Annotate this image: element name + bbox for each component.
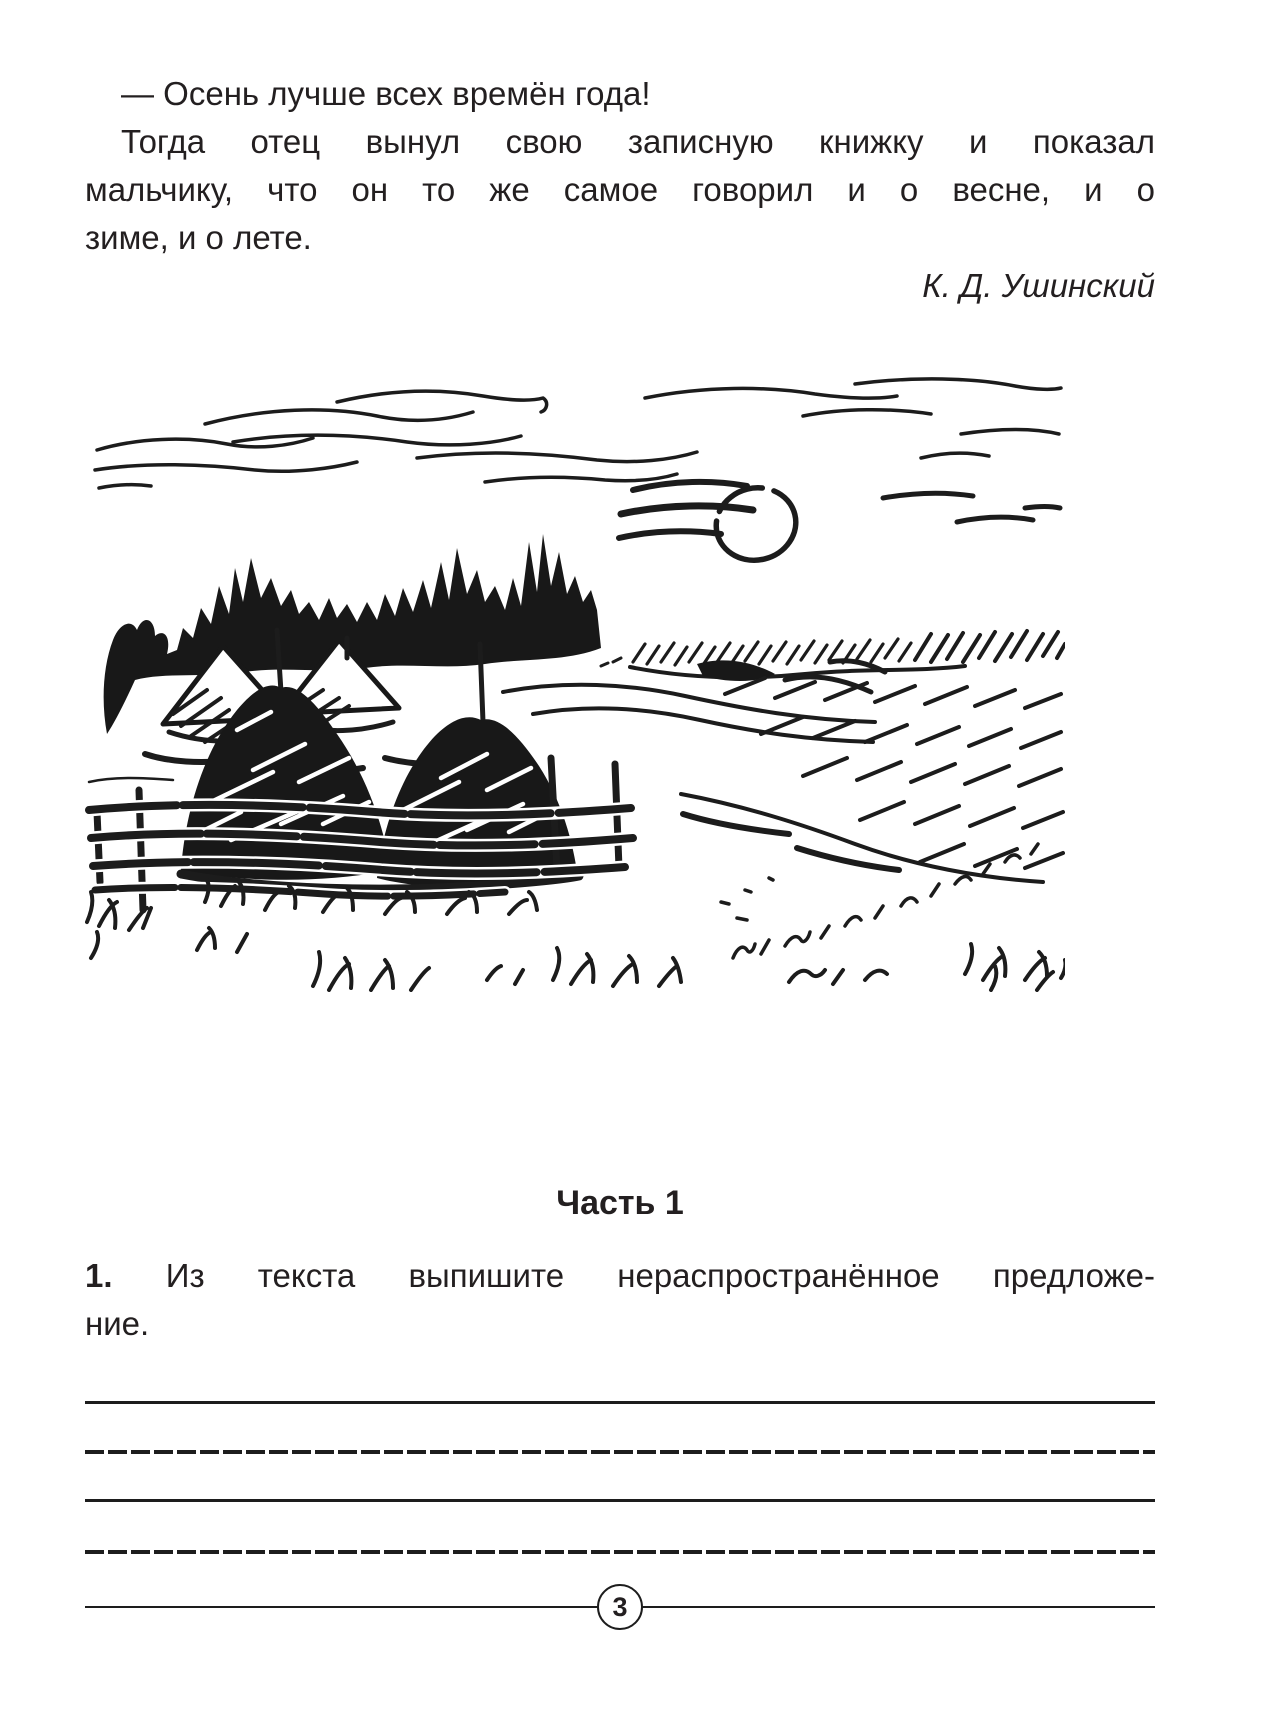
text-line: мальчику, что он то же самое говорил и о весне, и о — [85, 171, 1155, 208]
text-line: Тогда отец вынул свою записную книжку и показал — [121, 123, 1155, 160]
text-line: зиме, и о лете. — [85, 219, 312, 256]
sunset-rays — [619, 482, 1060, 538]
task-text-continuation: ние. — [85, 1305, 150, 1342]
page-number-badge — [597, 1584, 643, 1630]
landscape-illustration — [85, 362, 1065, 992]
text-line: — Осень лучше всех времён года! — [121, 75, 651, 112]
distant-bushes — [601, 631, 1065, 677]
author-attribution: К. Д. Ушинский — [922, 267, 1155, 304]
reading-text — [85, 70, 1155, 310]
answer-line — [85, 1550, 1155, 1554]
haystack-right — [377, 717, 578, 888]
task-text: Из текста выпишите нераспространённое предложе- — [165, 1257, 1155, 1294]
sky-strokes — [95, 379, 1061, 488]
field-road — [503, 660, 1063, 882]
answer-line — [85, 1450, 1155, 1454]
task-first-line — [85, 1252, 1155, 1300]
task-1 — [85, 1252, 1155, 1348]
treeline-village — [104, 534, 601, 772]
section-heading: Часть 1 — [556, 1184, 684, 1222]
answer-line — [85, 1499, 1155, 1502]
answer-line — [85, 1401, 1155, 1404]
page-number: 3 — [612, 1591, 628, 1622]
task-number: 1. — [85, 1257, 113, 1294]
sun — [708, 479, 803, 568]
